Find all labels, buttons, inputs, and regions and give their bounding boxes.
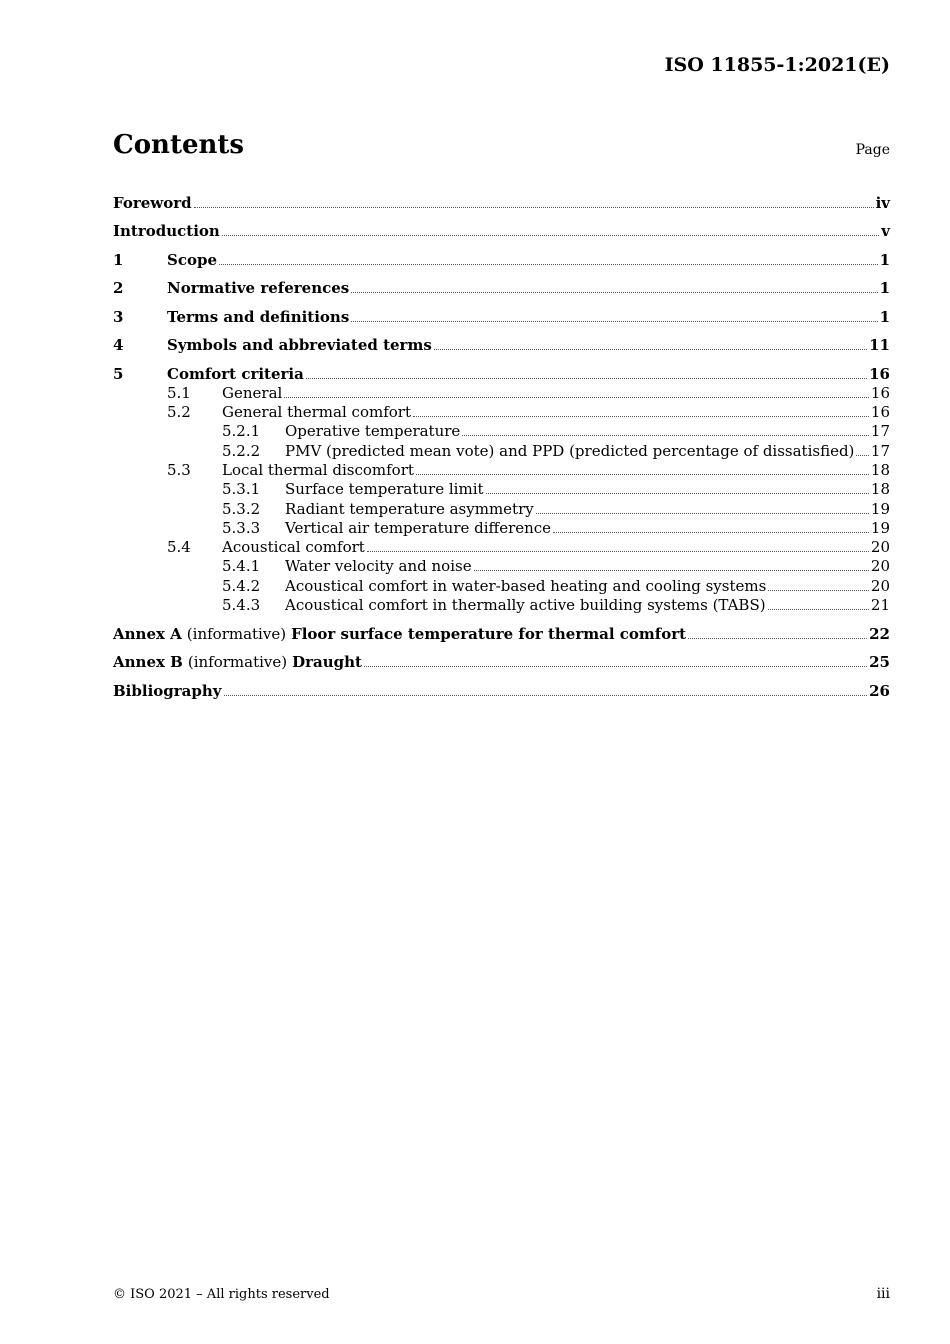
- dot-leader: [688, 638, 867, 639]
- toc-entry-number: 5.4.1: [222, 557, 261, 576]
- toc-entry-page: 16: [870, 403, 890, 422]
- dot-leader: [474, 570, 869, 571]
- toc-entry-terms-definitions[interactable]: [113, 297, 890, 326]
- dot-leader: [768, 609, 869, 610]
- toc-entry-page: 20: [870, 576, 890, 595]
- toc-entry-title: General thermal comfort: [222, 403, 411, 422]
- toc-entry-annex-a[interactable]: [113, 614, 890, 643]
- dot-leader: [413, 416, 869, 417]
- dot-leader: [224, 695, 868, 696]
- toc-entry-title: Foreword: [113, 193, 192, 212]
- toc-entry-title: Terms and definitions: [167, 307, 350, 326]
- dot-leader: [219, 264, 878, 265]
- toc-entry-page: 21: [870, 596, 890, 615]
- toc-entry-title: Surface temperature limit: [285, 480, 484, 499]
- toc-entry-page: 18: [870, 460, 890, 479]
- toc-entry-title: Radiant temperature asymmetry: [285, 499, 534, 518]
- toc-entry-comfort-criteria[interactable]: [113, 354, 890, 383]
- dot-leader: [768, 590, 869, 591]
- toc-entry-number: 5.2: [167, 403, 191, 422]
- toc-entry-5-3-2[interactable]: [113, 498, 890, 517]
- toc-entry-bibliography[interactable]: [113, 671, 890, 700]
- toc-entry-normative-references[interactable]: [113, 269, 890, 298]
- toc-entry-page: iv: [875, 193, 890, 212]
- toc-annex-qualifier: (informative): [186, 624, 287, 643]
- toc-entry-annex-b[interactable]: [113, 643, 890, 672]
- page-title: Contents: [113, 130, 245, 160]
- toc-entry-foreword[interactable]: [113, 183, 890, 212]
- dot-leader: [462, 435, 869, 436]
- document-id: ISO 11855-1:2021(E): [664, 54, 890, 76]
- toc-entry-number: 5.3: [167, 460, 191, 479]
- dot-leader: [306, 378, 867, 379]
- toc-entry-title: Normative references: [167, 279, 350, 297]
- toc-annex-qualifier: (informative): [187, 653, 288, 672]
- dot-leader: [367, 551, 869, 552]
- dot-leader: [194, 207, 874, 208]
- toc-entry-title: Operative temperature: [285, 422, 461, 441]
- toc-entry-5-4-3[interactable]: [113, 595, 890, 614]
- toc-entry-number: 5.2.2: [222, 441, 261, 460]
- toc-entry-number: 5.1: [167, 383, 191, 402]
- toc-entry-page: 16: [869, 364, 890, 383]
- toc-entry-title: Draught: [292, 653, 362, 672]
- toc-annex-label: Annex B: [113, 653, 183, 672]
- toc-entry-title: Scope: [167, 250, 218, 269]
- toc-annex-label: Annex A: [113, 624, 182, 643]
- dot-leader: [486, 493, 869, 494]
- toc-entry-title: Floor surface temperature for thermal comfort: [291, 624, 687, 643]
- dot-leader: [536, 513, 869, 514]
- dot-leader: [284, 397, 869, 398]
- dot-leader: [351, 292, 877, 293]
- toc-entry-title: Vertical air temperature difference: [285, 518, 552, 537]
- toc-entry-page: 1: [879, 250, 890, 269]
- toc-entry-number: 5.4: [167, 538, 191, 557]
- toc-entry-5-4[interactable]: [113, 537, 890, 556]
- dot-leader: [553, 532, 869, 533]
- toc-entry-page: 11: [869, 336, 890, 354]
- dot-leader: [351, 321, 877, 322]
- dot-leader: [416, 474, 869, 475]
- page-number: iii: [876, 1286, 890, 1302]
- toc-entry-number: 5.3.3: [222, 518, 261, 537]
- toc-entry-title: Local thermal discomfort: [222, 460, 414, 479]
- toc-entry-number: 5: [113, 364, 124, 383]
- toc-entry-page: 18: [870, 480, 890, 499]
- toc-entry-5-2-2[interactable]: [113, 440, 890, 459]
- toc-entry-title: Water velocity and noise: [285, 557, 472, 576]
- toc-entry-title: Comfort criteria: [167, 364, 304, 383]
- toc-entry-number: 5.3.2: [222, 499, 261, 518]
- toc-entry-number: 3: [113, 307, 124, 326]
- toc-entry-number: 5.4.3: [222, 596, 261, 615]
- toc-entry-title: Acoustical comfort in thermally active building systems (TABS): [285, 596, 766, 615]
- dot-leader: [434, 349, 867, 350]
- toc-entry-page: 19: [870, 518, 890, 537]
- toc-entry-number: 5.4.2: [222, 576, 261, 595]
- toc-entry-title: Acoustical comfort in water-based heating and cooling systems: [285, 576, 767, 595]
- table-of-contents: [113, 183, 890, 700]
- toc-entry-number: 4: [113, 336, 124, 354]
- toc-entry-page: 26: [869, 681, 890, 700]
- toc-entry-title: General: [222, 383, 283, 402]
- toc-entry-scope[interactable]: [113, 240, 890, 269]
- toc-entry-title: Bibliography: [113, 681, 222, 700]
- toc-entry-page: 20: [870, 538, 890, 557]
- toc-entry-page: 25: [869, 653, 890, 672]
- toc-entry-5-2[interactable]: [113, 402, 890, 421]
- toc-entry-page: 17: [870, 422, 890, 441]
- toc-entry-page: 19: [870, 499, 890, 518]
- toc-entry-page: v: [881, 222, 890, 240]
- toc-entry-5-3-1[interactable]: [113, 479, 890, 498]
- dot-leader: [856, 455, 868, 456]
- toc-entry-5-4-1[interactable]: [113, 556, 890, 575]
- toc-entry-5-3-3[interactable]: [113, 518, 890, 537]
- toc-entry-number: 1: [113, 250, 124, 269]
- toc-entry-5-2-1[interactable]: [113, 421, 890, 440]
- toc-entry-title: Symbols and abbreviated terms: [167, 336, 432, 354]
- toc-entry-page: 20: [870, 557, 890, 576]
- toc-entry-title: Introduction: [113, 222, 220, 240]
- toc-entry-symbols[interactable]: [113, 326, 890, 355]
- toc-entry-page: 22: [869, 624, 890, 643]
- toc-entry-5-3[interactable]: [113, 460, 890, 479]
- toc-entry-page: 16: [870, 383, 890, 402]
- toc-entry-page: 17: [870, 441, 890, 460]
- toc-entry-page: 1: [879, 279, 890, 297]
- dot-leader: [364, 666, 867, 667]
- toc-entry-5-1[interactable]: [113, 383, 890, 402]
- toc-entry-title: PMV (predicted mean vote) and PPD (predicted percentage of dissatisfied): [285, 441, 855, 460]
- toc-entry-title: Acoustical comfort: [222, 538, 365, 557]
- toc-entry-number: 5.3.1: [222, 480, 261, 499]
- copyright-notice: © ISO 2021 – All rights reserved: [113, 1287, 330, 1302]
- toc-entry-number: 2: [113, 279, 124, 297]
- dot-leader: [222, 235, 879, 236]
- toc-entry-page: 1: [879, 307, 890, 326]
- toc-entry-introduction[interactable]: [113, 212, 890, 241]
- toc-entry-5-4-2[interactable]: [113, 575, 890, 594]
- page-column-label: Page: [855, 142, 890, 158]
- toc-entry-number: 5.2.1: [222, 422, 261, 441]
